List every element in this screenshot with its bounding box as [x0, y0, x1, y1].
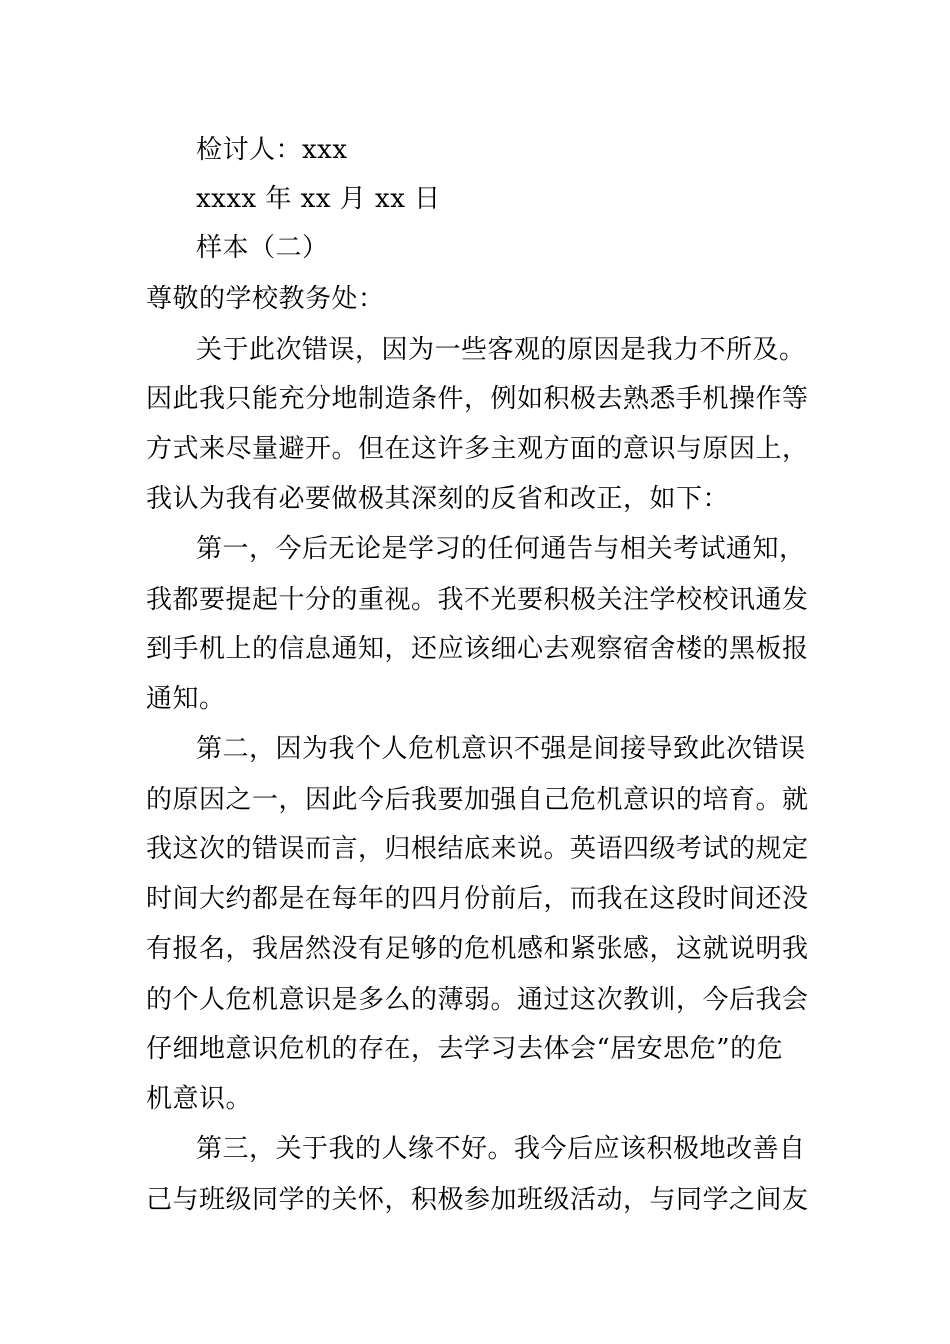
paragraph-4-line: 己与班级同学的关怀，积极参加班级活动，与同学之间友 [146, 1185, 809, 1215]
paragraph-2-line: 到手机上的信息通知，还应该细心去观察宿舍楼的黑板报 [146, 634, 809, 664]
paragraph-3-line: 第二，因为我个人危机意识不强是间接导致此次错误 [196, 734, 806, 764]
paragraph-4-line: 第三，关于我的人缘不好。我今后应该积极地改善自 [196, 1134, 806, 1164]
paragraph-3-line: 的个人危机意识是多么的薄弱。通过这次教训，今后我会 [146, 985, 809, 1015]
date-line: xxxx 年 xx 月 xx 日 [196, 184, 441, 214]
paragraph-1-line: 关于此次错误，因为一些客观的原因是我力不所及。 [196, 335, 806, 365]
paragraph-3-line: 我这次的错误而言，归根结底来说。英语四级考试的规定 [146, 834, 809, 864]
signer-line: 检讨人：xxx [196, 135, 348, 165]
paragraph-2-line: 第一，今后无论是学习的任何通告与相关考试通知， [196, 534, 806, 564]
paragraph-2-line: 我都要提起十分的重视。我不光要积极关注学校校讯通发 [146, 585, 809, 615]
paragraph-1-line: 方式来尽量避开。但在这许多主观方面的意识与原因上， [146, 434, 809, 464]
paragraph-3-line: 有报名，我居然没有足够的危机感和紧张感，这就说明我 [146, 934, 809, 964]
paragraph-3-line: 的原因之一，因此今后我要加强自己危机意识的培育。就 [146, 785, 809, 815]
paragraph-2-line: 通知。 [146, 684, 226, 714]
paragraph-1-line: 我认为我有必要做极其深刻的反省和改正，如下： [146, 484, 730, 514]
paragraph-1-line: 因此我只能充分地制造条件，例如积极去熟悉手机操作等 [146, 384, 809, 414]
salutation: 尊敬的学校教务处： [146, 284, 385, 314]
paragraph-3-line: 时间大约都是在每年的四月份前后，而我在这段时间还没 [146, 884, 809, 914]
paragraph-3-line: 仔细地意识危机的存在，去学习去体会“居安思危”的危 [146, 1034, 784, 1064]
paragraph-3-line: 机意识。 [146, 1084, 253, 1114]
sample-heading: 样本（二） [196, 233, 329, 263]
